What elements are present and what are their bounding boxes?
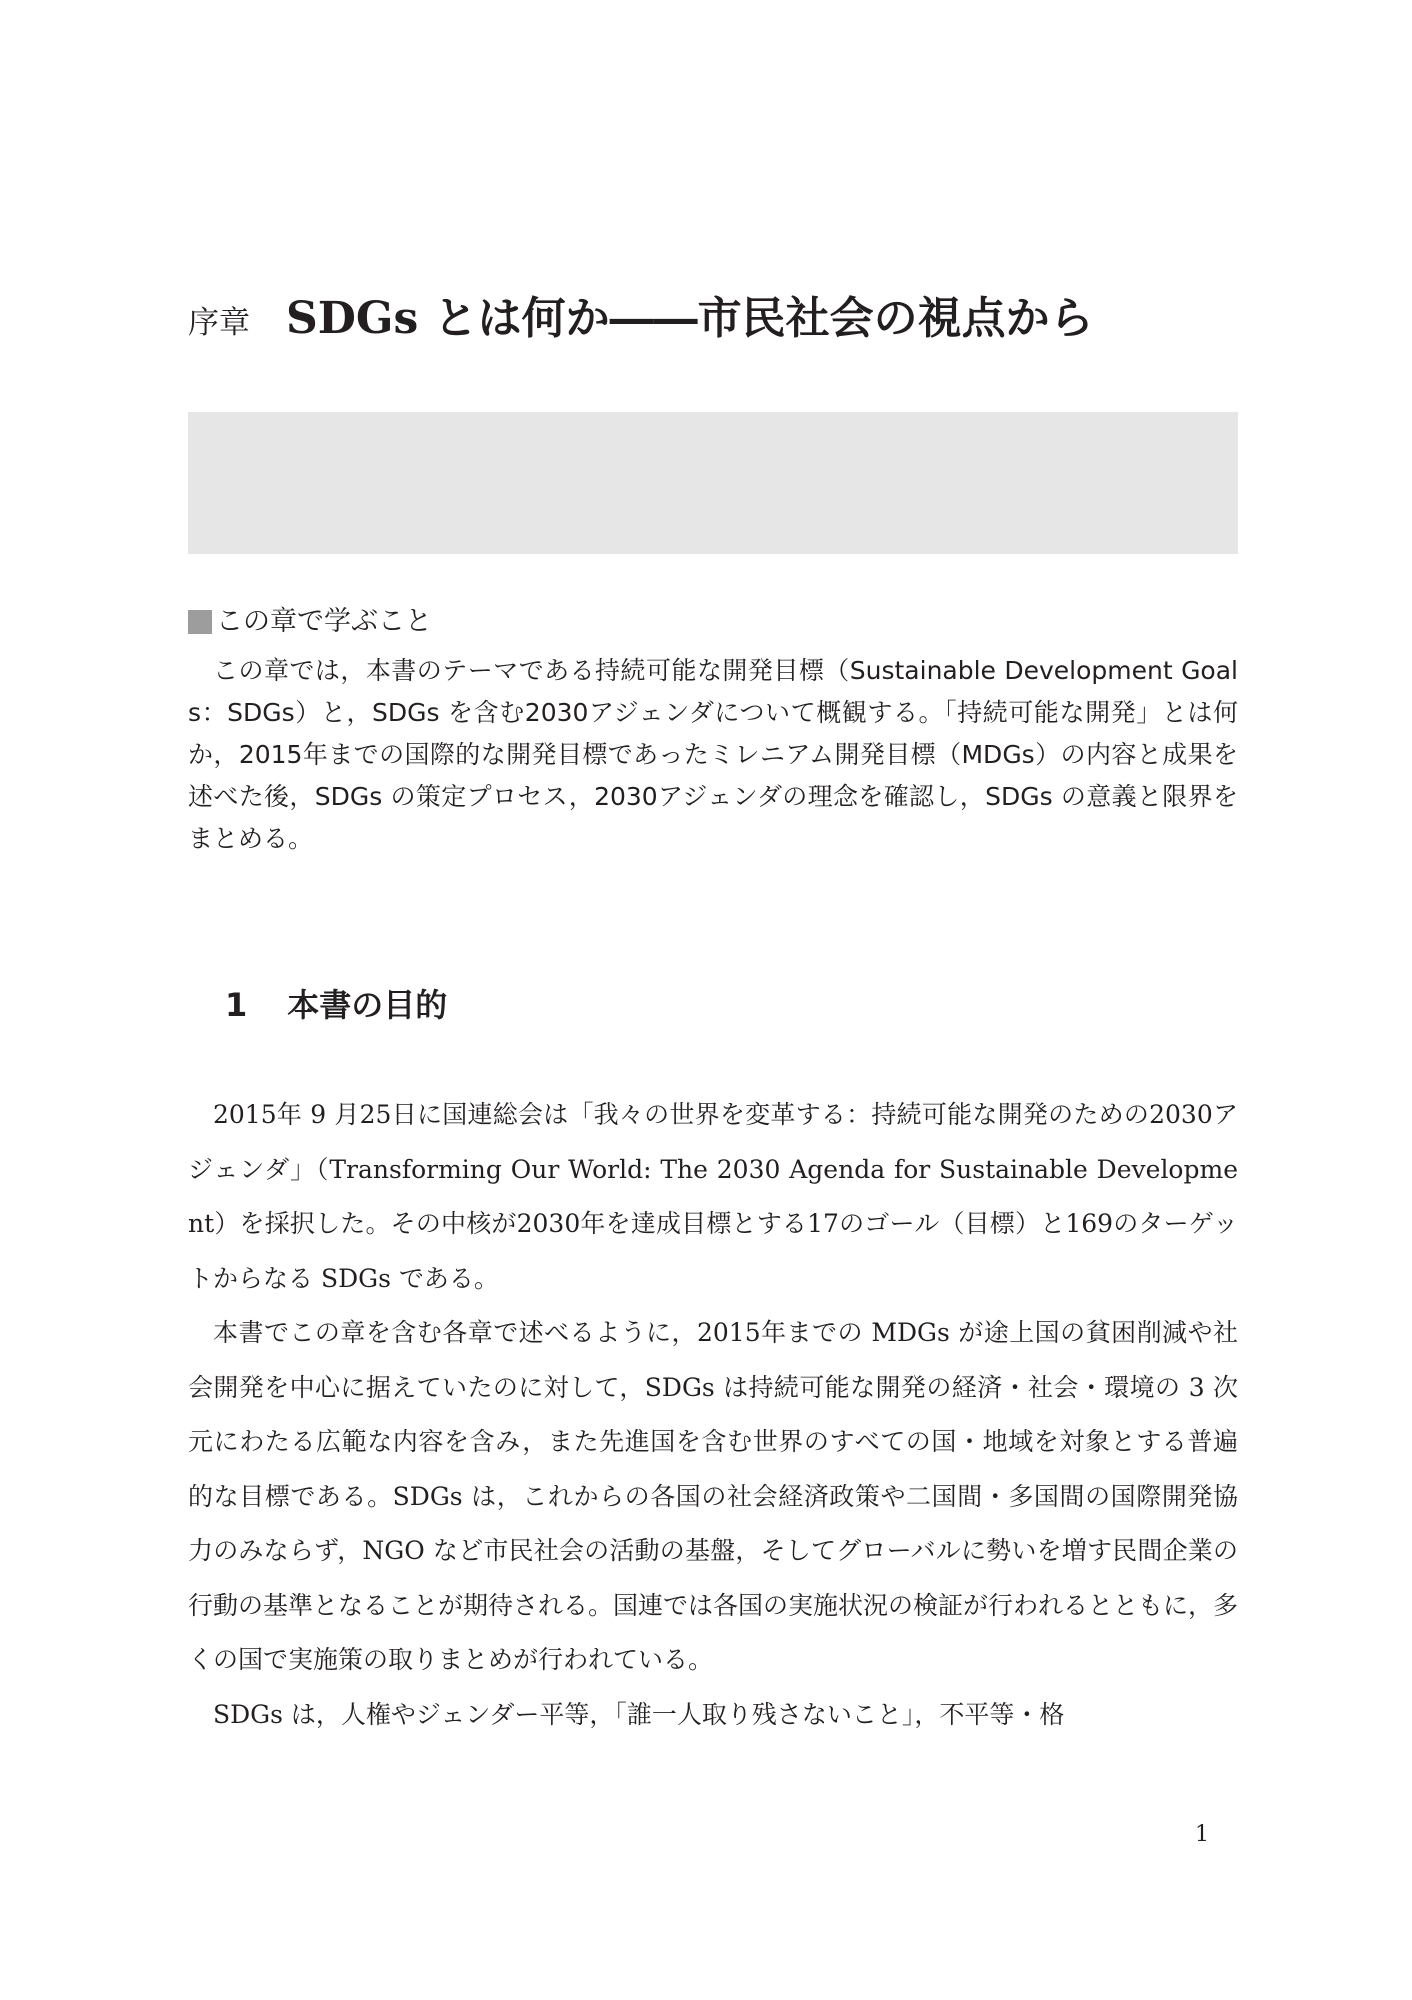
learn-heading-text: この章で学ぶこと: [216, 606, 432, 637]
paragraph: 2015年 9 月25日に国連総会は「我々の世界を変革する：持続可能な開発のための2030アジェンダ」（Transforming Our World: The 2030 Agenda for Sustainable Development）を採択した。その中核が2030年を達成目標とする17のゴール（目標）と169のターゲットからなる SDGs である。: [188, 1100, 1238, 1293]
square-bullet-icon: [188, 610, 212, 634]
paragraph: SDGs は，人権やジェンダー平等，「誰一人取り残さないこと」，不平等・格: [213, 1699, 1065, 1729]
main-text: [188, 1088, 1238, 1742]
section-number: 1: [225, 986, 248, 1024]
paragraph: 本書でこの章を含む各章で述べるように，2015年までの MDGs が途上国の貧困削減や社会開発を中心に据えていたのに対して，SDGs は持続可能な開発の経済・社会・環境の 3 次元にわたる広範な内容を含み，また先進国を含む世界のすべての国・地域を対象とする普遍的な目標である。SDGs は，これからの各国の社会経済政策や二国間・多国間の国際開発協力のみならず，NGO など市民社会の活動の基盤，そしてグローバルに勢いを増す民間企業の行動の基準となることが期待される。国連では各国の実施状況の検証が行われるとともに，多くの国で実施策の取りまとめが行われている。: [188, 1318, 1239, 1674]
section-title: 本書の目的: [287, 986, 448, 1024]
page-number: 1: [1195, 1822, 1209, 1847]
section-heading: [225, 980, 447, 1026]
chapter-label: 序章: [188, 305, 250, 341]
learn-body: この章では，本書のテーマである持続可能な開発目標（Sustainable Development Goals：SDGs）と，SDGs を含む2030アジェンダについて概観する。「持続可能な開発」とは何か，2015年までの国際的な開発目標であったミレニアム開発目標（MDGs）の内容と成果を述べた後，SDGs の策定プロセス，2030アジェンダの理念を確認し，SDGs の意義と限界をまとめる。: [188, 656, 1238, 853]
chapter-header: [188, 282, 1238, 358]
learn-heading: [188, 604, 1238, 640]
chapter-title: SDGs とは何か――市民社会の視点から: [286, 293, 1094, 344]
learn-section: [188, 604, 1238, 860]
image-placeholder-box: [188, 412, 1238, 554]
